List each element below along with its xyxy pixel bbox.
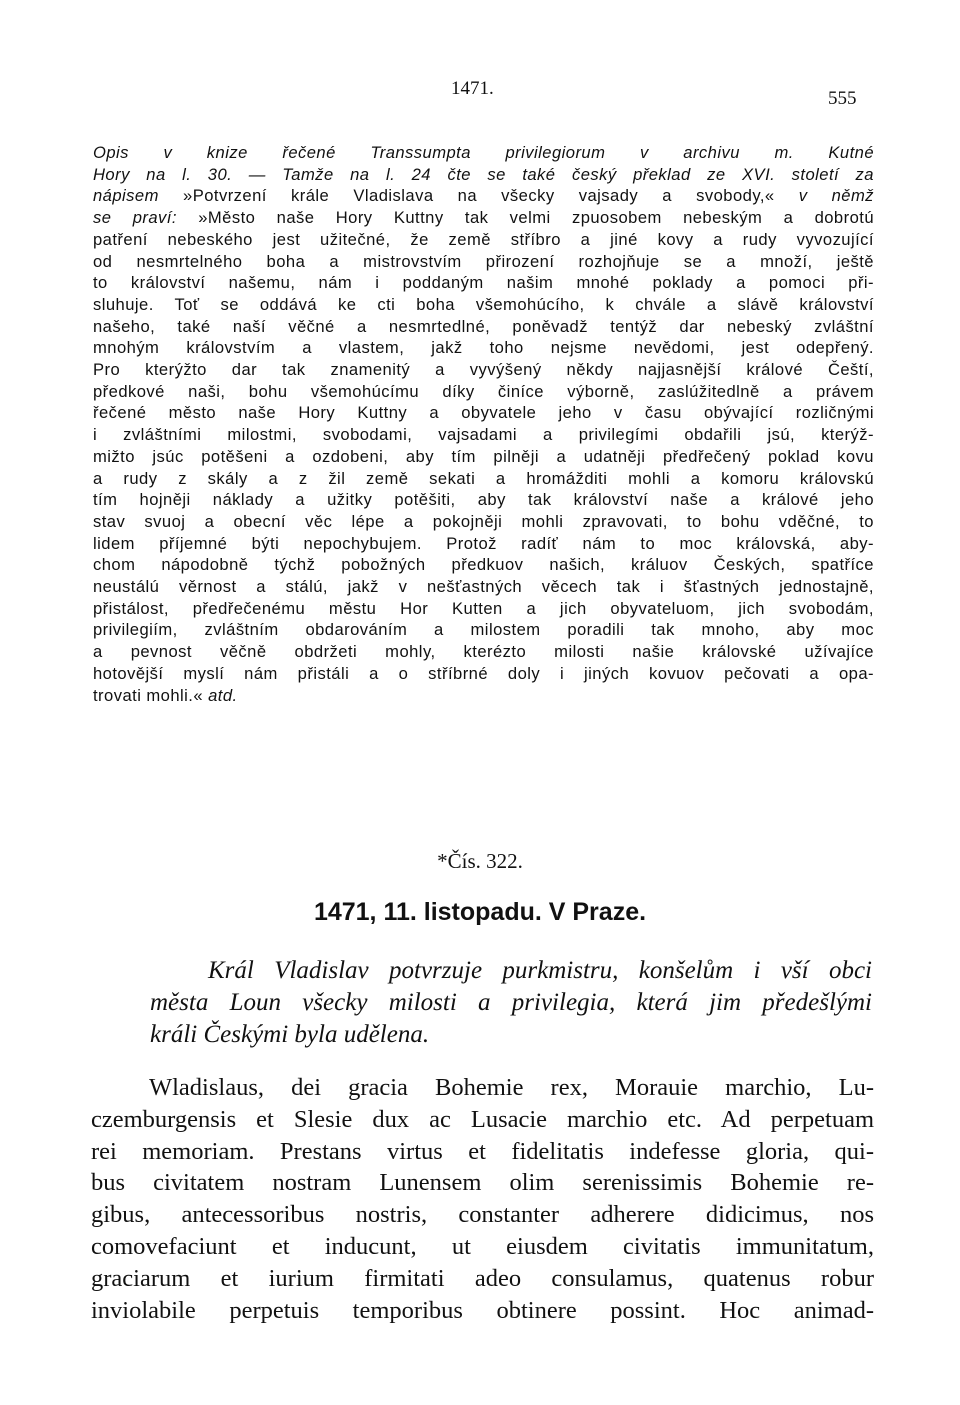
- footnote-text: trovati mohli.«: [93, 685, 209, 705]
- latin-document-text: [91, 1072, 874, 1326]
- footnote-line: [93, 185, 874, 207]
- footnote-line: [93, 272, 874, 294]
- latin-line-text: czemburgensis et Slesie dux ac Lusacie marchio etc. Ad perpetuam: [91, 1105, 874, 1133]
- latin-line: [91, 1263, 874, 1295]
- footnote-line: [93, 641, 874, 663]
- document-number: *Čís. 322.: [437, 849, 523, 873]
- footnote-line: [93, 446, 874, 468]
- footnote-italic-text: Opis v knize řečené Transsumpta privilegiorum v archivu m. Kutné: [93, 143, 874, 162]
- latin-line: [91, 1199, 874, 1231]
- footnote-line: [93, 316, 874, 338]
- page-year-header: 1471.: [451, 78, 494, 99]
- footnote-line: [93, 554, 874, 576]
- footnote-line: [93, 207, 874, 229]
- document-date-heading: 1471, 11. listopadu. V Praze.: [313, 898, 647, 926]
- regest-line: [150, 1019, 872, 1051]
- latin-line-text: Wladislaus, dei gracia Bohemie rex, Morauie marchio, Lu-: [149, 1074, 874, 1101]
- regest-line: [150, 955, 872, 987]
- footnote-text: chom nápodobně týchž pobožných předkuov našich, králuov Českých, spatříce: [93, 555, 874, 575]
- footnote-text: Pro kterýžto dar tak znamenitý a vyvýšený někdy najjasnější králové Čeští,: [93, 360, 874, 380]
- footnote-text: i zvláštními milostmi, svobodami, vajsadami a privilegími obdařili jsú, kterýž-: [93, 425, 874, 445]
- footnote-text: privilegiím, zvláštním obdarováním a milostem poradili tak mnoho, aby moc: [93, 620, 874, 640]
- footnote-line: [93, 685, 874, 707]
- regest-line-text: králi Českými byla udělena.: [150, 1021, 430, 1048]
- footnote-text: »Potvrzení krále Vladislava na všecky vajsady a svobody,«: [158, 186, 799, 206]
- footnote-text: tím hojněji náklady a užitky potěšiti, aby tak království naše a králové jeho: [93, 490, 874, 510]
- footnote-italic-text: v němž: [798, 186, 874, 206]
- footnote-block: [93, 142, 874, 706]
- footnote-text: a pevnost věčně obdržeti mohly, kterézto milosti našie královské užívajíce: [93, 642, 874, 662]
- footnote-line: [93, 142, 874, 164]
- footnote-italic-text: atd.: [208, 685, 238, 705]
- latin-line: [91, 1136, 874, 1168]
- latin-line: [91, 1072, 874, 1104]
- footnote-italic-text: se praví:: [93, 208, 177, 228]
- latin-line-text: gibus, antecessoribus nostris, constanter adherere didicimus, nos: [91, 1201, 874, 1229]
- footnote-italic-text: nápisem: [93, 186, 159, 206]
- latin-line: [91, 1167, 874, 1199]
- footnote-text: patření nebeského jest užitečné, že země stříbro a jiné kovy a rudy vyvozující: [93, 229, 874, 249]
- footnote-text: »Město naše Hory Kuttny tak velmi zpuosobem nebeským a dobrotú: [176, 208, 875, 228]
- footnote-line: [93, 424, 874, 446]
- regest-line-text: města Loun všecky milosti a privilegia, která jim předešlými: [150, 989, 872, 1016]
- regest-summary: [150, 955, 872, 1051]
- latin-line: [91, 1104, 874, 1136]
- footnote-text: mižto jsúc potěšeni a ozdobeni, aby tím pilněji a udatněji předřečený poklad kovu: [93, 446, 874, 466]
- footnote-line: [93, 619, 874, 641]
- latin-line: [91, 1231, 874, 1263]
- footnote-line: [93, 359, 874, 381]
- footnote-italic-text: Hory na l. 30. — Tamže na l. 24 čte se také český překlad ze XVI. století za: [93, 164, 874, 184]
- regest-line-text: Král Vladislav potvrzuje purkmistru, konšelům i vší obci: [208, 957, 872, 984]
- footnote-line: [93, 663, 874, 685]
- latin-line: [91, 1295, 874, 1327]
- footnote-line: [93, 337, 874, 359]
- footnote-line: [93, 489, 874, 511]
- footnote-text: mnohým královstvím a vlastem, jakž toho nejsme nevědomi, jest odepřený.: [93, 338, 874, 358]
- footnote-line: [93, 576, 874, 598]
- latin-line-text: inviolabile perpetuis temporibus obtinere possint. Hoc animad-: [91, 1296, 874, 1324]
- footnote-line: [93, 229, 874, 251]
- footnote-line: [93, 511, 874, 533]
- footnote-text: řečené město naše Hory Kuttny a obyvatele jeho v času obývající rozličnými: [93, 403, 874, 423]
- footnote-text: předkové naši, bohu všemohúcímu díky činíce výborně, zaslúžitedlně a právem: [93, 381, 874, 401]
- page-number: 555: [828, 88, 857, 109]
- latin-line-text: rei memoriam. Prestans virtus et fidelitatis indefesse gloria, qui-: [91, 1137, 874, 1165]
- footnote-line: [93, 294, 874, 316]
- footnote-text: to království našemu, nám i poddaným našim mnohé poklady a pomoci při-: [93, 273, 874, 293]
- latin-line-text: comovefaciunt et inducunt, ut eiusdem civitatis immunitatum,: [91, 1232, 874, 1260]
- footnote-text: sluhuje. Toť se oddává ke cti boha všemohúcího, k chvále a slávě království: [93, 294, 874, 314]
- footnote-text: stav svuoj a obecní věc lépe a pokojněji mohli zpravovati, to bohu vděčné, to: [93, 511, 874, 531]
- footnote-line: [93, 533, 874, 555]
- footnote-line: [93, 164, 874, 186]
- latin-line-text: graciarum et iurium firmitati adeo consulamus, quatenus robur: [91, 1264, 874, 1292]
- footnote-line: [93, 598, 874, 620]
- footnote-line: [93, 381, 874, 403]
- footnote-line: [93, 468, 874, 490]
- footnote-text: hotovější myslí nám přistáli a o stříbrné doly i jiných kovuov pečovati a opa-: [93, 663, 874, 683]
- footnote-line: [93, 251, 874, 273]
- footnote-text: přistálost, předřečenému městu Hor Kutten a jich obyvateluom, jich svobodám,: [93, 598, 874, 618]
- footnote-text: lidem příjemné býti nepochybujem. Protož radíť nám to moc královská, aby-: [93, 533, 874, 553]
- footnote-text: neustálú věrnost a stálú, jakž v nešťastných věcech tak i šťastných jednostajně,: [93, 577, 874, 597]
- regest-line: [150, 987, 872, 1019]
- footnote-text: od nesmrtelného boha a mistrovstvím přirození rozhojňuje se a množí, ještě: [93, 251, 874, 271]
- footnote-line: [93, 402, 874, 424]
- latin-line-text: bus civitatem nostram Lunensem olim serenissimis Bohemie re-: [91, 1169, 874, 1197]
- footnote-text: a rudy z skály a z žil země sekati a hromážditi mohli a komoru královskú: [93, 468, 874, 488]
- footnote-text: našeho, také naší věčné a nesmrtedlné, poněvadž tentýž dar nebeský zvláštní: [93, 316, 874, 336]
